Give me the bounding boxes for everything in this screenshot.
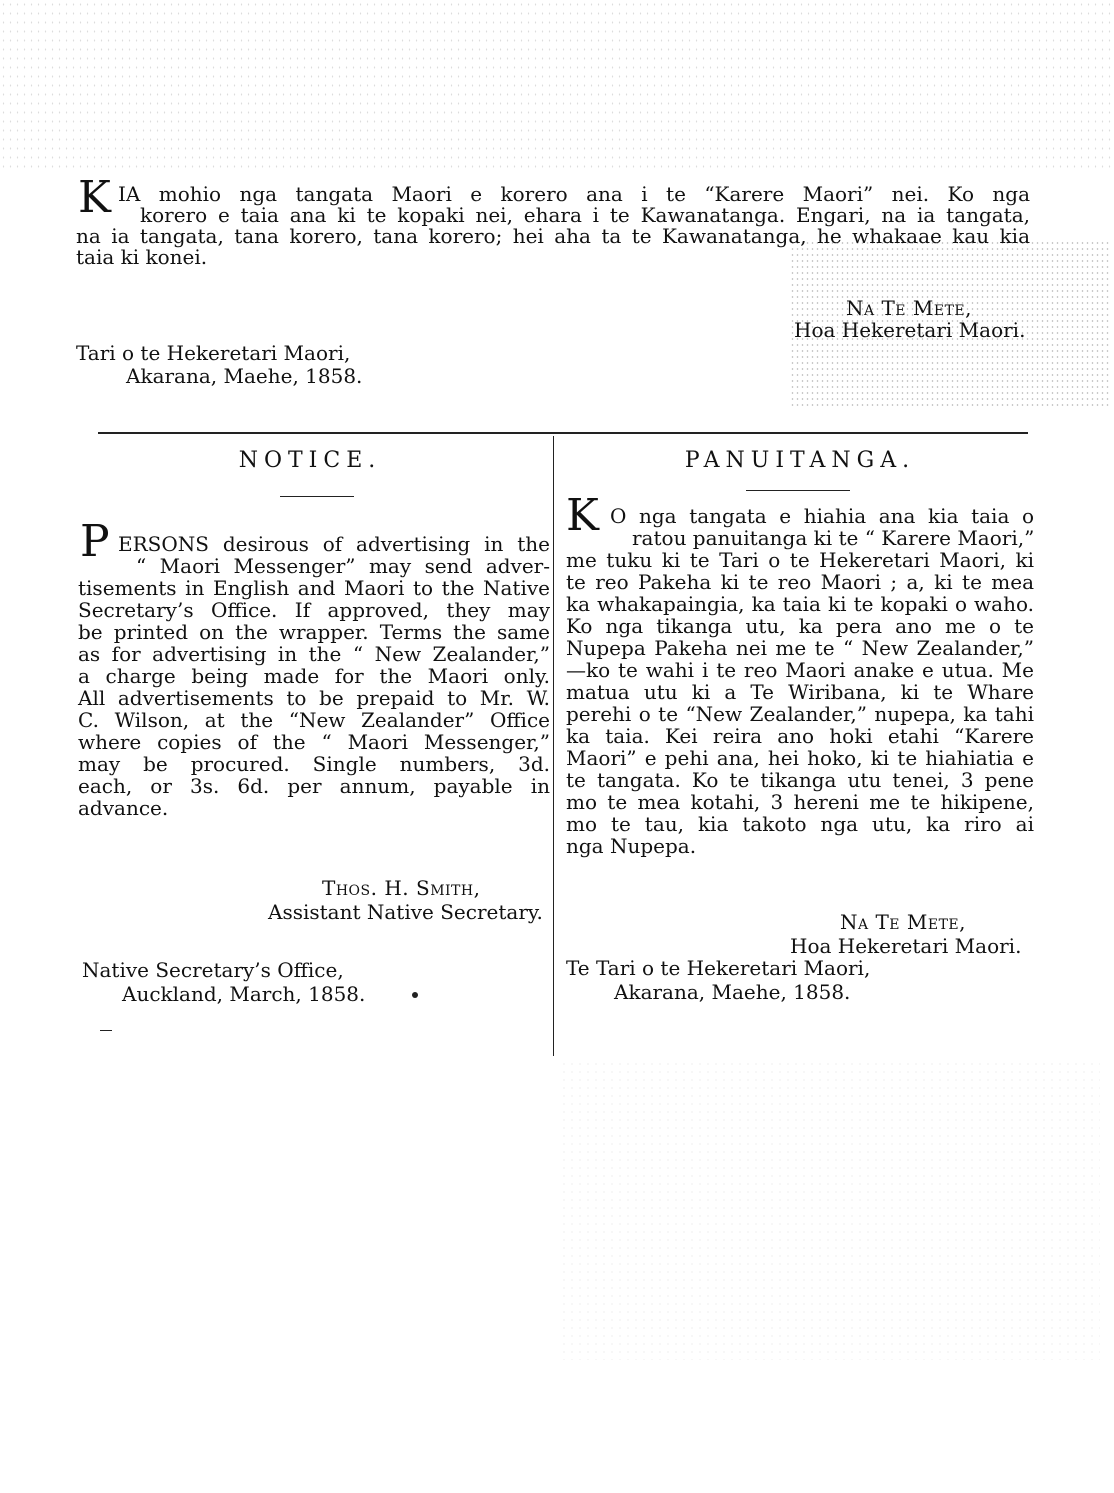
notice-line-4: Secretary’s Office. If approved, they may: [78, 598, 550, 622]
panuitanga-heading-rule: [746, 490, 850, 491]
notice-signature-name: Thos. H. Smith,: [322, 876, 481, 900]
paper-speckle-top: [0, 0, 1114, 170]
notice-line-13: advance.: [78, 796, 169, 820]
notice-heading: NOTICE.: [238, 448, 382, 473]
panuitanga-place-date: Akarana, Maehe, 1858.: [614, 980, 851, 1004]
top-notice-office: Tari o te Hekeretari Maori,: [76, 341, 351, 365]
notice-line-1: ERSONS desirous of advertising in the: [118, 532, 550, 556]
notice-line-12: each, or 3s. 6d. per annum, payable in: [78, 774, 550, 798]
panuitanga-line-1: O nga tangata e hiahia ana kia taia o: [610, 504, 1034, 528]
notice-place-date: Auckland, March, 1858.: [122, 982, 366, 1006]
panuitanga-line-16: nga Nupepa.: [566, 834, 697, 858]
section-divider-rule: [98, 432, 1028, 434]
notice-line-3: tisements in English and Maori to the Native: [78, 576, 550, 600]
panuitanga-heading: PANUITANGA.: [684, 448, 916, 473]
notice-signature-title: Assistant Native Secretary.: [268, 900, 543, 924]
panuitanga-line-13: te tangata. Ko te tikanga utu tenei, 3 pene: [566, 768, 1034, 792]
stray-dot: [412, 992, 418, 998]
top-notice-line-1: IA mohio nga tangata Maori e korero ana i te “Karere Maori” nei. Ko nga: [118, 182, 1030, 206]
notice-line-9: C. Wilson, at the “New Zealander” Office: [78, 708, 550, 732]
notice-line-8: All advertisements to be prepaid to Mr. W.: [78, 686, 550, 710]
notice-line-11: may be procured. Single numbers, 3d.: [78, 752, 550, 776]
top-notice-dropcap: K: [78, 172, 111, 223]
panuitanga-office: Te Tari o te Hekeretari Maori,: [566, 956, 871, 980]
panuitanga-line-15: mo te tau, kia takoto nga utu, ka riro ai: [566, 812, 1034, 836]
notice-office: Native Secretary’s Office,: [82, 958, 344, 982]
panuitanga-signature-title: Hoa Hekeretari Maori.: [790, 934, 1022, 958]
panuitanga-line-11: ka taia. Kei reira ano hoki etahi “Karere: [566, 724, 1034, 748]
panuitanga-line-10: perehi o te “New Zealander,” nupepa, ka tahi: [566, 702, 1034, 726]
top-notice-place-date: Akarana, Maehe, 1858.: [126, 364, 363, 388]
notice-line-7: a charge being made for the Maori only.: [78, 664, 550, 688]
top-notice-signature-name: Na Te Mete,: [846, 296, 972, 320]
panuitanga-line-4: te reo Pakeha ki te reo Maori ; a, ki te mea: [566, 570, 1034, 594]
stray-mark: [100, 1030, 112, 1031]
panuitanga-line-7: Nupepa Pakeha nei me te “ New Zealander,”: [566, 636, 1034, 660]
top-notice-signature-title: Hoa Hekeretari Maori.: [794, 318, 1026, 342]
top-notice-line-3: na ia tangata, tana korero, tana korero; hei aha ta te Kawanatanga, he whakaae kau kia: [76, 224, 1030, 248]
panuitanga-line-12: Maori” e pehi ana, hei hoko, ki te hiahiatia e: [566, 746, 1034, 770]
top-notice-line-4: taia ki konei.: [76, 245, 208, 269]
notice-line-2: “ Maori Messenger” may send adver-: [136, 554, 550, 578]
panuitanga-line-9: matua utu ki a Te Wiribana, ki te Whare: [566, 680, 1034, 704]
panuitanga-line-8: —ko te wahi i te reo Maori anake e utua. Me: [566, 658, 1034, 682]
notice-line-5: be printed on the wrapper. Terms the same: [78, 620, 550, 644]
panuitanga-line-6: Ko nga tikanga utu, ka pera ano me o te: [566, 614, 1034, 638]
notice-heading-rule: [280, 496, 354, 497]
notice-dropcap: P: [80, 516, 110, 567]
paper-speckle-bottom: [560, 1060, 1100, 1360]
panuitanga-line-2: ratou panuitanga ki te “ Karere Maori,”: [632, 526, 1035, 550]
panuitanga-signature-name: Na Te Mete,: [840, 910, 966, 934]
column-divider-rule: [553, 436, 554, 1056]
panuitanga-dropcap: K: [566, 490, 599, 541]
panuitanga-line-14: mo te mea kotahi, 3 hereni me te hikipene,: [566, 790, 1034, 814]
top-notice-line-2: korero e taia ana ki te kopaki nei, ehara i te Kawanatanga. Engari, na ia tangata,: [140, 203, 1030, 227]
panuitanga-line-3: me tuku ki te Tari o te Hekeretari Maori, ki: [566, 548, 1034, 572]
notice-line-10: where copies of the “ Maori Messenger,”: [78, 730, 550, 754]
notice-line-6: as for advertising in the “ New Zealander,”: [78, 642, 550, 666]
panuitanga-line-5: ka whakapaingia, ka taia ki te kopaki o waho.: [566, 592, 1034, 616]
